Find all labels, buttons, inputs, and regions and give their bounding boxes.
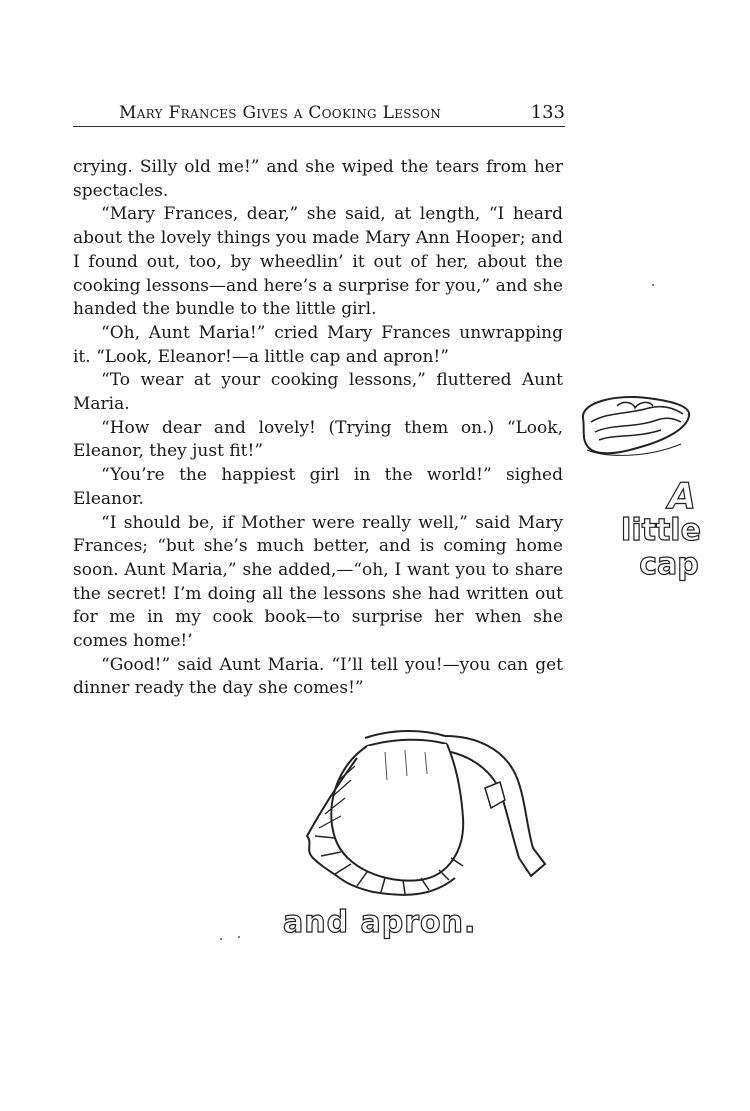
print-speck [652, 284, 654, 286]
paragraph: “Good!” said Aunt Maria. “I’ll tell you!—you can get dinner ready the day she comes!” [73, 654, 563, 699]
running-head [73, 100, 565, 127]
side-caption-line: A [668, 476, 696, 517]
side-caption [612, 476, 722, 582]
paragraph: “How dear and lovely! (Trying them on.) “Look, Eleanor, they just fit!” [73, 417, 563, 462]
paragraph: “You’re the happiest girl in the world!” sighed Eleanor. [73, 465, 563, 509]
paragraph: “I should be, if Mother were really well,” said Mary Frances; “but she’s much better, and is coming home soon. Aunt Maria,” she added,—“oh, I want you to share the secret! I’m doing all the lessons she had written out for me in my cook book—to surprise her when she comes home!’ [73, 512, 563, 652]
print-speck [220, 938, 222, 940]
paragraph: “Mary Frances, dear,” she said, at length, “I heard about the lovely things you made Mary Ann Hooper; and I found out, too, by wheedlin’ it out of her, about the cooking lessons—and here’s a surprise for you,” and she handed the bundle to the little girl. [73, 204, 563, 320]
page-number: 133 [530, 102, 565, 123]
apron-caption: and apron. [283, 905, 477, 940]
paragraph: “To wear at your cooking lessons,” fluttered Aunt Maria. [73, 370, 563, 415]
running-head-title: Mary Frances Gives a Cooking Lesson [119, 103, 442, 123]
body-text [73, 156, 563, 701]
cap-illustration [577, 388, 695, 464]
paragraph: crying. Silly old me!” and she wiped the tears from her spectacles. [73, 157, 563, 201]
side-caption-line: little [621, 513, 701, 548]
paragraph: “Oh, Aunt Maria!” cried Mary Frances unwrapping it. “Look, Eleanor!—a little cap and apron!” [73, 322, 563, 367]
side-caption-line: cap [639, 547, 699, 582]
print-speck [238, 936, 240, 938]
apron-illustration [295, 718, 560, 898]
